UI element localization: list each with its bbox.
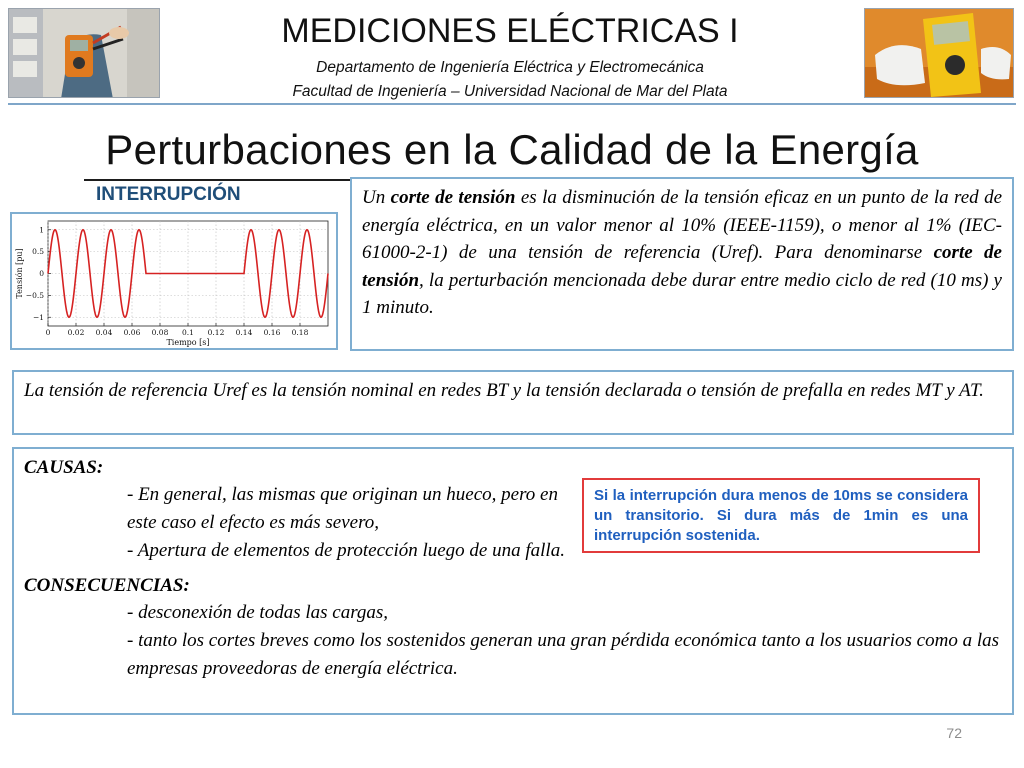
faculty-name: Facultad de Ingeniería – Universidad Nacional de Mar del Plata: [292, 83, 728, 100]
header-divider: [8, 103, 1016, 105]
definition-box: [350, 177, 1014, 351]
cause-item: - En general, las mismas que originan un hueco, pero en este caso el efecto es más severo,: [127, 484, 558, 533]
interruption-waveform-chart: [10, 212, 338, 350]
x-tick-label: 0.14: [235, 328, 253, 337]
definition-part-2: es la disminución de la tensión eficaz en un punto de la red de energía eléctrica, en un valor menor al 10% (IEEE-1159), o menor al 1% (IEC-61000-2-1) de una tensión de referencia (Uref). Para denominarse: [362, 187, 1002, 263]
x-tick-label: 0.12: [207, 328, 225, 337]
definition-part-1: Un: [362, 187, 391, 208]
x-tick-label: 0.06: [123, 328, 141, 337]
page-number: 72: [946, 725, 962, 741]
x-tick-label: 0: [45, 328, 51, 337]
consequences-heading: CONSECUENCIAS:: [24, 575, 190, 596]
causes-section: [24, 455, 579, 565]
reference-voltage-box: [12, 370, 1014, 435]
consequences-list: [24, 599, 1002, 683]
y-tick-label: 0: [39, 269, 44, 278]
x-tick-label: 0.18: [291, 328, 309, 337]
insulation-tester-photo: [864, 8, 1014, 98]
slide-title: Perturbaciones en la Calidad de la Energía: [105, 126, 919, 173]
cause-item: - Apertura de elementos de protección luego de una falla.: [127, 540, 565, 561]
consequence-item: - tanto los cortes breves como los sostenidos generan una gran pérdida económica tanto a los usuarios como a las empresas proveedoras de energía eléctrica.: [127, 630, 999, 679]
x-tick-label: 0.04: [95, 328, 113, 337]
multimeter-photo-illustration: [9, 9, 160, 98]
definition-term-1: corte de tensión: [390, 187, 516, 208]
causes-heading: CAUSAS:: [24, 457, 104, 478]
consequences-section: [24, 573, 1002, 683]
x-tick-label: 0.1: [182, 328, 194, 337]
tester-photo-illustration: [865, 9, 1014, 98]
y-tick-label: −0.5: [25, 290, 44, 300]
definition-text: [362, 184, 1002, 322]
x-axis-label: Tiempo [s]: [166, 338, 210, 347]
consequence-item: - desconexión de todas las cargas,: [127, 602, 389, 623]
duration-callout: Si la interrupción dura menos de 10ms se considera un transitorio. Si dura más de 1min es una interrupción sostenida.: [582, 478, 980, 553]
technician-multimeter-photo: [8, 8, 160, 98]
y-axis-label: Tensión [pu]: [15, 248, 24, 299]
reference-voltage-text: La tensión de referencia Uref es la tensión nominal en redes BT y la tensión declarada o tensión de prefalla en redes MT y AT.: [24, 380, 984, 401]
course-title: MEDICIONES ELÉCTRICAS I: [281, 12, 739, 50]
definition-term-2: corte de tensión: [362, 242, 1002, 291]
definition-part-3: , la perturbación mencionada debe durar entre medio ciclo de red (10 ms) y 1 minuto.: [362, 269, 1002, 318]
section-label: INTERRUPCIÓN: [96, 184, 241, 205]
y-tick-label: 1: [39, 225, 44, 235]
department-name: Departamento de Ingeniería Eléctrica y Electromecánica: [316, 59, 704, 76]
y-tick-label: −1: [32, 312, 44, 322]
y-tick-label: 0.5: [32, 247, 44, 257]
x-tick-label: 0.08: [151, 328, 169, 337]
x-tick-label: 0.16: [263, 328, 281, 337]
x-tick-label: 0.02: [67, 328, 85, 337]
chart-svg: [12, 214, 336, 348]
